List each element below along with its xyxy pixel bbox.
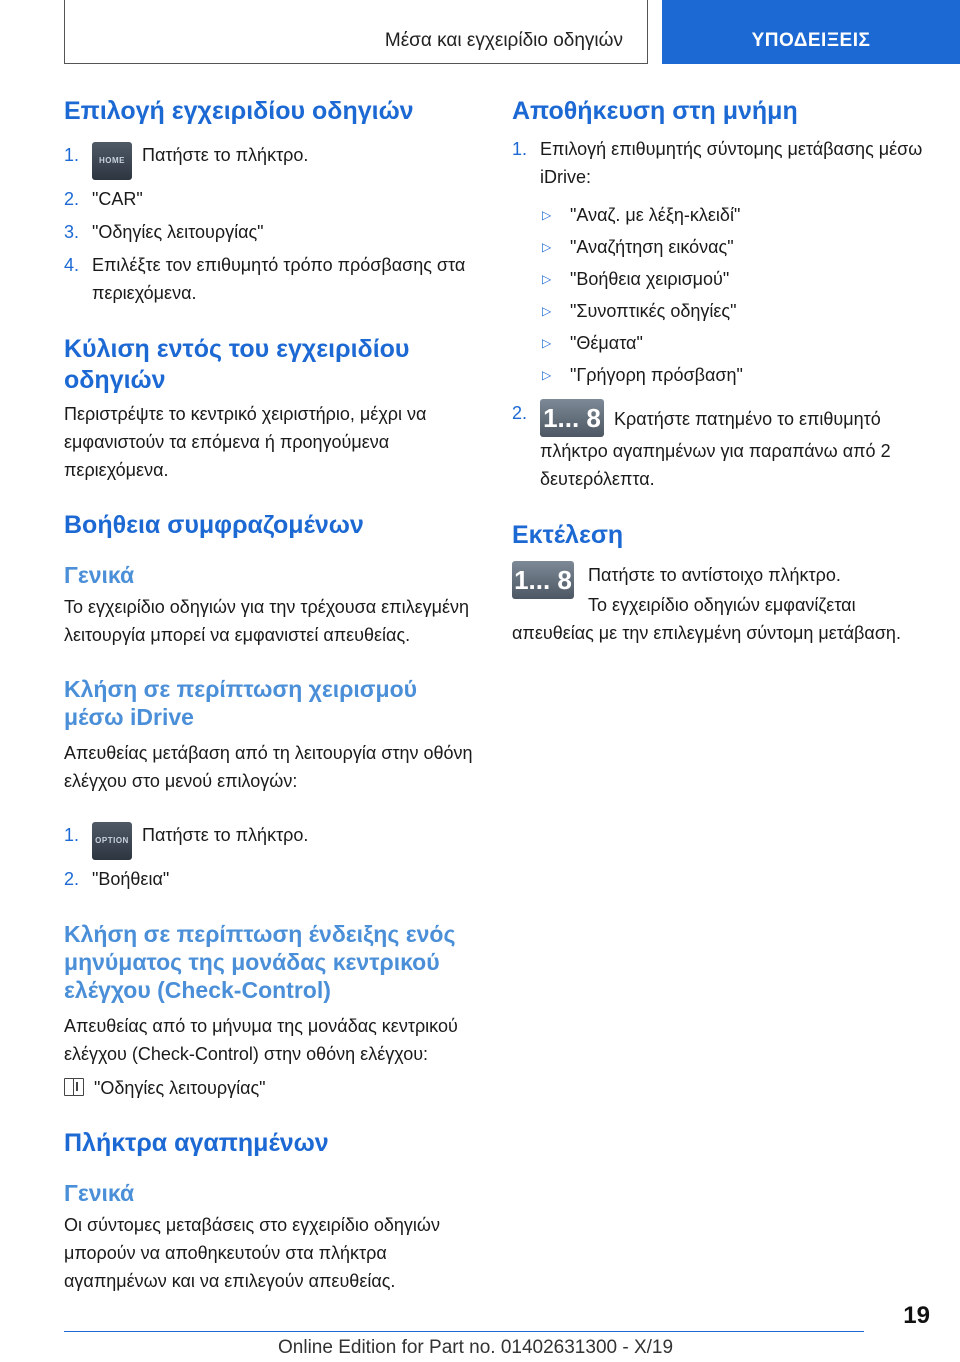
left-column [64, 96, 480, 1295]
list-item: ▷ "Βοήθεια χειρισμού" [512, 265, 932, 293]
list-item: ▷ "Θέματα" [512, 329, 932, 357]
execute-text-2: Το εγχειρίδιο οδηγιών εμφανίζεται απευθείας με την επιλεγμένη σύντομη μετάβαση. [512, 595, 901, 643]
bullet-triangle-icon: ▷ [542, 240, 552, 254]
list-item: 4. Επιλέξτε τον επιθυμητό τρόπο πρόσβασης στα περιεχόμενα. [64, 255, 466, 303]
subheading-check-control: Κλήση σε περίπτωση ένδειξης ενός μηνύματος της μονάδας κεντρικού ελέγχου (Check-Control) [64, 921, 456, 1003]
subheading-general: Γενικά [64, 562, 135, 588]
manual-book-icon [64, 1078, 84, 1096]
save-steps [512, 135, 932, 191]
heading-select-manual: Επιλογή εγχειριδίου οδηγιών [64, 97, 414, 125]
shortcut-options [512, 201, 932, 389]
bullet-triangle-icon: ▷ [542, 336, 552, 350]
option-key-icon: OPTION [92, 822, 132, 860]
idrive-text: Απευθείας μετάβαση από τη λειτουργία στην οθόνη ελέγχου στο μενού επιλογών: [64, 743, 473, 791]
footer-divider [64, 1331, 864, 1332]
page-number: 19 [903, 1302, 930, 1329]
bullet-triangle-icon: ▷ [542, 208, 552, 222]
check-control-item: "Οδηγίες λειτουργίας" [64, 1074, 480, 1102]
section-tab[interactable]: ΥΠΟΔΕΙΞΕΙΣ [662, 0, 960, 64]
favorite-general-text: Οι σύντομες μεταβάσεις στο εγχειρίδιο οδηγιών μπορούν να αποθηκευτούν στα πλήκτρα αγαπημένων και να επιλεγούν απευθείας. [64, 1215, 440, 1291]
list-item: ▷ "Αναζήτηση εικόνας" [512, 233, 932, 261]
execute-block [512, 561, 932, 647]
list-item: 1. OPTION Πατήστε το πλήκτρο. [64, 821, 480, 860]
favorite-key-icon: 1... 8 [512, 561, 574, 599]
bullet-triangle-icon: ▷ [542, 304, 552, 318]
list-item: ▷ "Γρήγορη πρόσβαση" [512, 361, 932, 389]
bullet-triangle-icon: ▷ [542, 272, 552, 286]
list-item: 2. 1... 8 Κρατήστε πατημένο το επιθυμητό πλήκτρο αγαπημένων για παραπάνω από 2 δευτερόλεπτα. [512, 399, 932, 493]
footer-edition: Online Edition for Part no. 01402631300 - X/19 [278, 1337, 674, 1358]
heading-favorite-keys: Πλήκτρα αγαπημένων [64, 1129, 329, 1157]
subheading-general-2: Γενικά [64, 1180, 135, 1206]
list-item: ▷ "Συνοπτικές οδηγίες" [512, 297, 932, 325]
check-control-text: Απευθείας από το μήνυμα της μονάδας κεντρικού ελέγχου (Check-Control) στην οθόνη ελέγχου: [64, 1016, 458, 1064]
scroll-manual-text: Περιστρέψτε το κεντρικό χειριστήριο, μέχρι να εμφανιστούν τα επόμενα ή προηγούμενα περιεχόμενα. [64, 404, 427, 480]
favorite-key-icon: 1... 8 [540, 399, 604, 437]
save-steps-2 [512, 399, 932, 493]
list-item: ▷ "Αναζ. με λέξη-κλειδί" [512, 201, 932, 229]
header-title: Μέσα και εγχειρίδιο οδηγιών [384, 30, 623, 51]
heading-save-memory: Αποθήκευση στη μνήμη [512, 97, 798, 125]
idrive-steps [64, 821, 480, 893]
heading-scroll-manual: Κύλιση εντός του εγχειριδίου οδηγιών [64, 335, 410, 394]
heading-context-help: Βοήθεια συμφραζομένων [64, 511, 364, 539]
list-item: 1. HOME Πατήστε το πλήκτρο. [64, 141, 480, 180]
list-item: 2. "CAR" [64, 189, 143, 209]
list-item: 3. "Οδηγίες λειτουργίας" [64, 222, 264, 242]
header-box [64, 0, 648, 64]
heading-execute: Εκτέλεση [512, 521, 624, 549]
select-manual-steps [64, 141, 480, 307]
execute-text-1: Πατήστε το αντίστοιχο πλήκτρο. [588, 565, 841, 585]
list-item: 1. Επιλογή επιθυμητής σύντομης μετάβασης μέσω iDrive: [512, 139, 923, 187]
bullet-triangle-icon: ▷ [542, 368, 552, 382]
subheading-idrive: Κλήση σε περίπτωση χειρισμού μέσω iDrive [64, 676, 418, 730]
list-item: 2. "Βοήθεια" [64, 869, 170, 889]
home-key-icon: HOME [92, 142, 132, 180]
right-column [512, 96, 932, 647]
context-general-text: Το εγχειρίδιο οδηγιών για την τρέχουσα επιλεγμένη λειτουργία μπορεί να εμφανιστεί απευθείας. [64, 597, 469, 645]
